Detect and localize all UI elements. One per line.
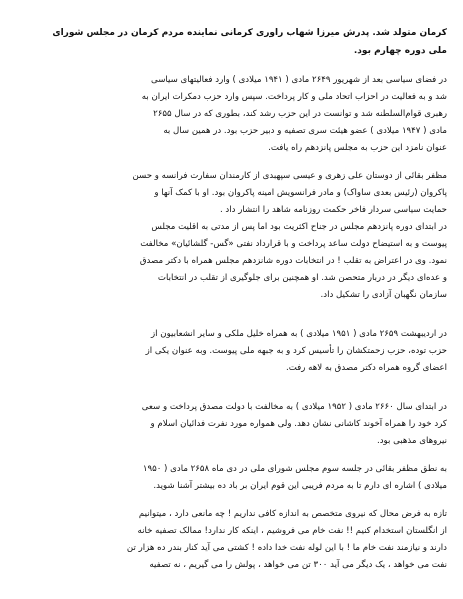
paragraph-quote: تازه به فرض محال که نیروی متخصص به اندازه کافی نداریم ! چه مانعی دارد ، میتوانیم از انگلستان استخدام کنیم !! نفت خام می فروشیم ، اینکه کار ندارد! ممالک تصفیه خانه دارند و نیازمند نفت خام ما ! با این لوله نفت خدا داده ! کشتی می آید کنار بندر ده هزار تن نفت می خواهد ، یک دیگر می آید ۳۰۰ تن می خواهد ، پولش را می گیریم ، نه تصفیه <box>126 509 447 570</box>
paragraph-toilers-party: در اردیبهشت ۲۶۵۹ مادی ( ۱۹۵۱ میلادی ) به همراه خلیل ملکی و سایر انشعابیون از حزب توده، حزب زحمتکشان را تأسیس کرد و به جبهه ملی پیوست. وبه عنوان یکی از اعضای گروه همراه دکتر مصدق به لاهه رفت. <box>145 329 447 373</box>
paragraph-speech: به نطق مظفر بقائی در جلسه سوم مجلس شورای ملی در دی ماه ۲۶۵۸ مادی ( ۱۹۵۰ میلادی ) اشاره ای دارم تا به مردم فریبی این قوم ایران بر باد ده بیشتر آشنا شوید. <box>142 464 447 491</box>
paragraph-friends: مظفر بقائی از دوستان علی زهری و عیسی سپهبدی از کارمندان سفارت فرانسه و حسن پاکروان (رئیس بعدی ساواک) و مادر فرانسویش امینه پاکروان بود. او با کمک آنها و حمایت سیاسی سردار فاخر حکمت روزنامه شاهد را انتشار داد . <box>132 171 447 215</box>
paragraph-opposition: در ابتدای سال ۲۶۶۰ مادی ( ۱۹۵۲ میلادی ) به مخالفت با دولت مصدق پرداخت و سعی کرد خود را همراه آخوند کاشانی نشان دهد. ولی همواره مورد نفرت فدائیان اسلام و نیروهای مذهبی بود. <box>141 402 447 446</box>
intro-paragraph: کرمان متولد شد. پدرش میرزا شهاب راوری کرمانی نماینده مردم کرمان در مجلس شورای ملی دوره چهارم بود. <box>52 28 447 56</box>
paragraph-fifteenth-majlis: در ابتدای دوره پانزدهم مجلس در جناح اکثریت بود اما پس از مدتی به اقلیت مجلس پیوست و به استیضاح دولت ساعد پرداخت و با قرارداد نفتی «گس- گلشائیان» مخالفت نمود. وی در اعتراض به تقلب ! در انتخابات دوره شانزدهم مجلس همراه با دکتر مصدق و عده‌ای دیگر در دربار متحصن شد. او همچنین برای جلوگیری از تقلب در انتخابات سازمان نگهبان آزادی را تشکیل داد. <box>139 222 447 300</box>
paragraph-political-activity: در فضای سیاسی بعد از شهریور ۲۶۴۹ مادی ( ۱۹۴۱ میلادی ) وارد فعالیتهای سیاسی شد و به فعالیت در احزاب اتحاد ملی و کار پرداخت. سپس وارد حزب دمکرات ایران به رهبری قوام‌السلطنه شد و توانست در این حزب رشد کند، بطوری که در سال ۲۶۵۵ مادی ( ۱۹۴۷ میلادی ) عضو هیئت سری تصفیه و دبیر حزب بود. در همین سال به عنوان نامزد این حزب به مجلس پانزدهم راه یافت. <box>141 75 447 153</box>
